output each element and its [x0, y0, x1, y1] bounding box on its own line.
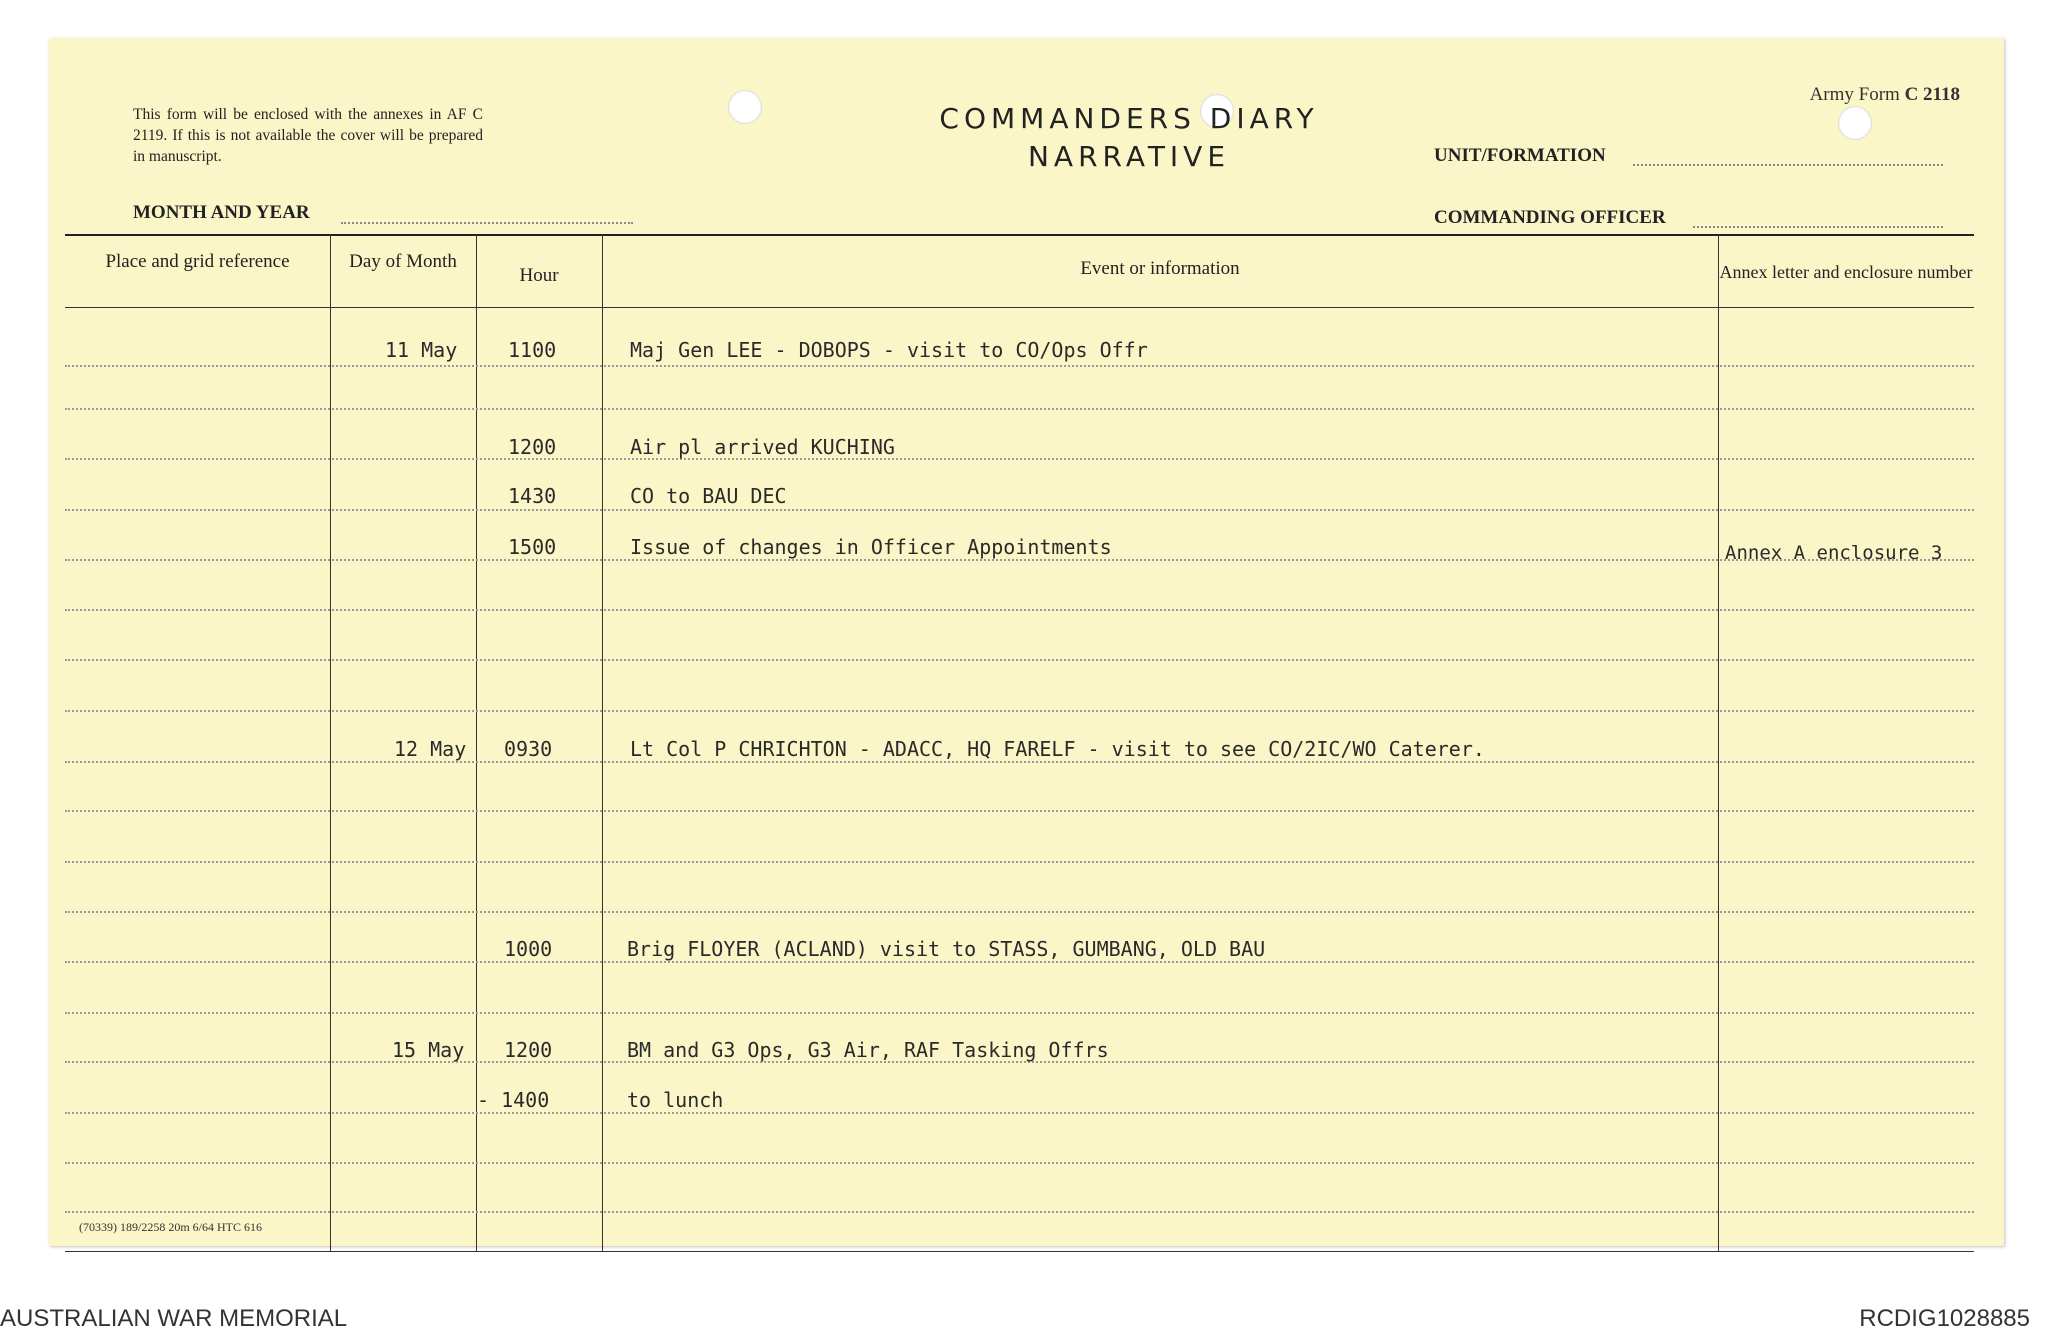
punch-hole	[1838, 106, 1872, 140]
unit-formation-label: UNIT/FORMATION	[1434, 145, 1606, 166]
entry-hour: 1500	[508, 535, 557, 559]
entry-day: 12 May	[394, 737, 467, 761]
entry-hour: - 1400	[477, 1088, 550, 1112]
army-form-number: Army Form C 2118	[1809, 84, 1960, 105]
entry-hour: 1000	[504, 937, 553, 961]
entry-event: Lt Col P CHRICHTON - ADACC, HQ FARELF - visit to see CO/2IC/WO Caterer.	[630, 737, 1485, 761]
row-line	[65, 408, 1974, 410]
table-bottom-rule	[65, 1251, 1974, 1252]
row-line	[65, 509, 1974, 511]
row-line	[65, 810, 1974, 812]
column-divider	[1718, 234, 1719, 1251]
commanding-officer-label: COMMANDING OFFICER	[1434, 207, 1666, 228]
entry-event: CO to BAU DEC	[630, 484, 787, 508]
entry-hour: 1200	[504, 1038, 553, 1062]
form-title-line2: NARRATIVE	[1027, 140, 1231, 173]
entry-event: Maj Gen LEE - DOBOPS - visit to CO/Ops Offr	[630, 338, 1148, 362]
header-day: Day of Month	[349, 251, 457, 272]
entry-hour: 1430	[508, 484, 557, 508]
entry-hour: 0930	[504, 737, 553, 761]
entry-day: 15 May	[392, 1038, 465, 1062]
entry-annex: Annex A enclosure 3	[1725, 542, 1943, 564]
month-year-field	[341, 222, 633, 224]
row-line	[65, 1211, 1974, 1213]
form-title-line1: COMMANDERS DIARY	[939, 102, 1319, 135]
archive-id: RCDIG1028885	[1859, 1305, 2030, 1332]
header-annex: Annex letter and enclosure number	[1719, 262, 1973, 282]
row-line	[65, 1012, 1974, 1014]
header-bottom-rule	[65, 307, 1974, 308]
entry-event: Brig FLOYER (ACLAND) visit to STASS, GUMBANG, OLD BAU	[627, 937, 1266, 961]
form-note: This form will be enclosed with the annexes in AF C 2119. If this is not available the cover will be prepared in manuscript.	[133, 106, 483, 165]
row-line	[65, 365, 1974, 367]
print-code: (70339) 189/2258 20m 6/64 HTC 616	[79, 1220, 262, 1234]
punch-hole	[728, 90, 762, 124]
archive-watermark: AUSTRALIAN WAR MEMORIAL	[0, 1305, 348, 1332]
entry-event: BM and G3 Ops, G3 Air, RAF Tasking Offrs	[627, 1038, 1109, 1062]
month-year-label: MONTH AND YEAR	[133, 202, 310, 223]
row-line	[65, 961, 1974, 963]
row-line	[65, 458, 1974, 460]
row-line	[65, 559, 1974, 561]
entry-event: to lunch	[627, 1088, 724, 1112]
unit-formation-field	[1633, 164, 1943, 166]
row-line	[65, 1162, 1974, 1164]
column-divider	[602, 234, 603, 1251]
entry-hour: 1200	[508, 435, 557, 459]
header-hour: Hour	[519, 265, 559, 286]
row-line	[65, 761, 1974, 763]
commanding-officer-field	[1693, 226, 1943, 228]
column-divider	[330, 234, 331, 1251]
row-line	[65, 609, 1974, 611]
entry-hour: 1100	[508, 338, 557, 362]
diary-form	[49, 38, 2004, 1246]
row-line	[65, 659, 1974, 661]
header-place: Place and grid reference	[105, 251, 290, 272]
entry-day: 11 May	[385, 338, 458, 362]
row-line	[65, 861, 1974, 863]
form-title	[849, 100, 1409, 176]
row-line	[65, 911, 1974, 913]
header-rule	[65, 234, 1974, 236]
row-line	[65, 1112, 1974, 1114]
header-event: Event or information	[1080, 258, 1240, 279]
entry-event: Issue of changes in Officer Appointments	[630, 535, 1112, 559]
row-line	[65, 710, 1974, 712]
entry-event: Air pl arrived KUCHING	[630, 435, 895, 459]
